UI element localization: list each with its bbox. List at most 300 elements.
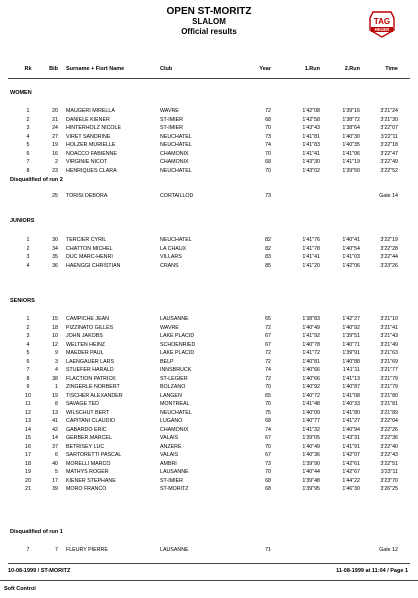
cell-club: AMBRI — [160, 460, 177, 467]
table-row — [0, 141, 418, 149]
cell-run2: 1'41"27 — [342, 418, 360, 424]
cell-year: 72 — [265, 358, 271, 365]
cell-year: 74 — [265, 367, 271, 373]
cell-bib: 2 — [55, 159, 58, 165]
cell-time: 3'22"49 — [380, 159, 398, 165]
cell-rank: 14 — [25, 426, 31, 433]
cell-club: ST-IMIER — [160, 477, 183, 484]
cell-run1: 1'41"76 — [302, 237, 320, 243]
cell-run1: 1'41"83 — [302, 142, 320, 148]
table-row — [0, 417, 418, 425]
cell-run1: 1'41"81 — [302, 133, 320, 140]
cell-name: HAENGGI CHRISTIAN — [66, 262, 121, 269]
cell-bib: 36 — [52, 262, 58, 269]
col-run2: 2.Run — [344, 66, 360, 72]
cell-name: LAENGAUER LARS — [66, 358, 114, 365]
cell-time: 3'21"79 — [380, 384, 398, 390]
cell-bib: 30 — [52, 237, 58, 243]
cell-name: CAMPICHE JEAN — [66, 316, 109, 322]
cell-bib: 21 — [52, 116, 58, 123]
cell-run2: 1'41"19 — [342, 159, 360, 165]
cell-rank: 20 — [25, 477, 31, 484]
cell-bib: 17 — [52, 477, 58, 484]
table-row — [0, 468, 418, 476]
cell-rank: 2 — [26, 116, 30, 123]
cell-club: WAVRE — [160, 324, 179, 331]
cell-name: PIZZINATO GILLES — [66, 324, 114, 331]
cell-club: NEUCHATEL — [160, 167, 192, 174]
cell-time: 3'22"07 — [380, 125, 398, 131]
cell-run1: 1'38"83 — [302, 316, 320, 322]
cell-name: MORELLI MARCO — [66, 460, 111, 467]
cell-club: BOLZANO — [160, 384, 186, 390]
cell-club: CRANS — [160, 262, 179, 269]
cell-rank: 2 — [26, 324, 30, 331]
cell-year: 67 — [265, 333, 271, 339]
cell-run1: 1'40"72 — [302, 392, 320, 399]
cell-bib: 23 — [52, 167, 58, 174]
cell-club: ST-IMIER — [160, 125, 183, 131]
cell-run2: 1'40"41 — [342, 237, 360, 243]
cell-rank: 9 — [26, 384, 30, 390]
cell-bib: 1 — [55, 384, 58, 390]
cell-club: VALAIS — [160, 435, 179, 441]
cell-run1: 1'39"48 — [302, 477, 320, 484]
cell-run1: 1'43"30 — [302, 159, 320, 165]
cell-bib: 3 — [55, 358, 58, 365]
cell-year: 68 — [265, 486, 271, 492]
cell-bib: 19 — [52, 142, 58, 148]
table-row — [0, 358, 418, 366]
cell-run1: 1'42"08 — [302, 108, 320, 114]
cell-time: 3'21"89 — [380, 409, 398, 416]
cell-rank: 15 — [25, 435, 31, 441]
cell-run1: 1'43"02 — [302, 167, 320, 174]
col-bib: Bib — [49, 66, 58, 72]
cell-time: 3'21"24 — [380, 108, 398, 114]
table-row — [0, 150, 418, 158]
cell-run2: 1'40"94 — [342, 426, 360, 433]
table-row — [0, 460, 418, 468]
cell-bib: 4 — [55, 367, 58, 373]
cell-time: 3'22"43 — [380, 452, 398, 458]
cell-club: LAKE PLACID — [160, 333, 195, 339]
cell-run2: 1'40"54 — [342, 245, 360, 252]
table-row — [0, 477, 418, 485]
cell-rank: 4 — [26, 133, 30, 140]
cell-run2: 1'44"22 — [342, 477, 360, 484]
cell-time: 3'22"40 — [380, 443, 398, 450]
cell-run2: 1'42"27 — [342, 316, 360, 322]
table-row — [0, 366, 418, 374]
cell-club: LANGEN — [160, 392, 182, 399]
cell-name: DUC MARC-HENRI — [66, 254, 113, 260]
cell-run2: 1'40"88 — [342, 358, 360, 365]
cell-rank: 5 — [26, 142, 30, 148]
cell-club: WAVRE — [160, 108, 179, 114]
cell-club: VALAIS — [160, 452, 179, 458]
cell-run2: 1'39"51 — [342, 333, 360, 339]
cell-time: 3'21"30 — [380, 116, 398, 123]
col-rk: Rk — [24, 66, 32, 72]
section-title: WOMEN — [10, 90, 32, 96]
report-header — [0, 6, 418, 37]
cell-run2: 1'41"13 — [342, 375, 360, 382]
cell-rank: 3 — [26, 333, 30, 339]
cell-run1: 1'40"92 — [302, 384, 320, 390]
cell-year: 67 — [265, 452, 271, 458]
cell-club: LAKE PLACID — [160, 350, 195, 356]
cell-rank: 7 — [26, 367, 30, 373]
cell-bib: 20 — [52, 108, 58, 114]
cell-name: HINTERHOLZ NICOLE — [66, 125, 122, 131]
cell-bib: 5 — [55, 469, 58, 475]
cell-run1: 1'41"48 — [302, 401, 320, 407]
cell-run1: 1'39"95 — [302, 486, 320, 492]
cell-run2: 1'41"06 — [342, 150, 360, 157]
cell-name: STUEFER HARALD — [66, 367, 114, 373]
cell-time: 3'21"79 — [380, 375, 398, 382]
cell-time: 3'22"18 — [380, 142, 398, 148]
cell-name: WILSCHUT BERT — [66, 409, 110, 416]
cell-time: 3'21"10 — [380, 316, 398, 322]
cell-bib: 10 — [52, 333, 58, 339]
cell-year: 65 — [265, 316, 271, 322]
table-row — [0, 192, 418, 200]
cell-club: ST-MORITZ — [160, 486, 189, 492]
cell-rank: 8 — [26, 167, 30, 174]
cell-year: 68 — [265, 116, 271, 123]
table-row — [0, 315, 418, 323]
cell-run1: 1'43"43 — [302, 125, 320, 131]
cell-run2: 1'40"92 — [342, 324, 360, 331]
cell-club: ST-IMIER — [160, 116, 183, 123]
software-rule — [0, 580, 418, 581]
cell-bib: 19 — [52, 392, 58, 399]
cell-club: INNSBRUCK — [160, 367, 192, 373]
cell-run1: 1'40"36 — [302, 452, 320, 458]
discipline-title: SLALOM — [192, 17, 226, 26]
cell-run2: 1'40"87 — [342, 384, 360, 390]
cell-year: 72 — [265, 350, 271, 356]
cell-run1: 1'40"81 — [302, 358, 320, 365]
cell-year: 67 — [265, 435, 271, 441]
header-rule — [8, 78, 410, 79]
cell-name: VIRGINIE NICOT — [66, 159, 108, 165]
cell-club: VILLARS — [160, 254, 182, 260]
cell-time: 3'22"44 — [380, 254, 398, 260]
table-row — [0, 400, 418, 408]
cell-bib: 6 — [55, 452, 58, 458]
cell-run2: 1'40"30 — [342, 133, 360, 140]
section-title: Disqualified of run 1 — [10, 529, 63, 535]
cell-rank: 19 — [25, 469, 31, 475]
cell-club: LAUSANNE — [160, 469, 189, 475]
cell-bib: 8 — [55, 401, 58, 407]
cell-name: DANIELE KIENER — [66, 116, 110, 123]
table-row — [0, 546, 418, 554]
cell-club: NEUCHATEL — [160, 409, 192, 416]
cell-run2: 1'41"11 — [342, 367, 360, 373]
cell-time: 3'21"49 — [380, 341, 398, 348]
cell-year: 68 — [265, 418, 271, 424]
cell-year: 72 — [265, 324, 271, 331]
cell-year: 70 — [265, 150, 271, 157]
cell-year: 85 — [265, 262, 271, 269]
cell-run1: 1'40"77 — [302, 418, 320, 424]
cell-club: NEUCHATEL — [160, 142, 192, 148]
results-caption: Official results — [181, 27, 237, 36]
cell-year: 65 — [265, 392, 271, 399]
cell-time: 3'22"11 — [380, 133, 398, 140]
cell-name: HOLZER MURIELLE — [66, 142, 116, 148]
cell-run2: 1'46"30 — [342, 486, 360, 492]
cell-run2: 1'40"35 — [342, 142, 360, 148]
cell-year: 72 — [265, 108, 271, 114]
cell-rank: 16 — [25, 443, 31, 450]
cell-bib: 18 — [52, 324, 58, 331]
cell-run1: 1'40"78 — [302, 341, 320, 348]
cell-year: 70 — [265, 443, 271, 450]
cell-bib: 39 — [52, 486, 58, 492]
cell-time: 3'22"26 — [380, 426, 398, 433]
cell-run2: 1'39"91 — [342, 350, 360, 356]
table-row — [0, 451, 418, 459]
cell-time: 3'21"63 — [380, 350, 398, 356]
cell-bib: 38 — [52, 375, 58, 382]
cell-rank: 8 — [26, 375, 30, 382]
cell-run2: 1'41"03 — [342, 254, 360, 260]
cell-club: NEUCHATEL — [160, 237, 192, 243]
cell-run2: 1'43"31 — [342, 435, 360, 441]
table-row — [0, 158, 418, 166]
cell-rank: 5 — [26, 350, 30, 356]
table-row — [0, 167, 418, 175]
table-row — [0, 392, 418, 400]
cell-run2: 1'41"80 — [342, 409, 360, 416]
cell-bib: 14 — [52, 435, 58, 441]
table-row — [0, 236, 418, 244]
cell-rank: 7 — [26, 547, 30, 553]
cell-run2: 1'40"71 — [342, 341, 360, 348]
software-credit: Soft Control — [4, 586, 36, 592]
cell-run2: 1'41"91 — [342, 443, 360, 450]
table-row — [0, 116, 418, 124]
cell-club: NEUCHATEL — [160, 133, 192, 140]
cell-time: 3'23"70 — [380, 477, 398, 484]
cell-rank: 4 — [26, 341, 30, 348]
cell-rank: 6 — [26, 358, 30, 365]
cell-time: 3'26"25 — [380, 486, 398, 492]
cell-bib: 27 — [52, 133, 58, 140]
col-year: Year — [259, 66, 271, 72]
cell-name: NOACCO FABIENNE — [66, 150, 117, 157]
cell-bib: 15 — [52, 316, 58, 322]
cell-year: 74 — [265, 142, 271, 148]
cell-club: CHAMONIX — [160, 150, 189, 157]
cell-time: 3'21"69 — [380, 358, 398, 365]
logo-text-bottom: HEUER — [374, 27, 390, 32]
cell-run2: 1'39"50 — [342, 167, 360, 174]
cell-year: 68 — [265, 477, 271, 484]
table-row — [0, 349, 418, 357]
cell-time: 3'22"52 — [380, 167, 398, 174]
col-name: Surname + Fisrt Name — [66, 66, 125, 72]
cell-bib: 24 — [52, 125, 58, 131]
cell-club: CHAMONIX — [160, 426, 189, 433]
table-row — [0, 426, 418, 434]
table-row — [0, 245, 418, 253]
cell-year: 82 — [265, 245, 271, 252]
cell-run2: 1'42"61 — [342, 460, 360, 467]
cell-run1: 1'41"32 — [302, 426, 320, 433]
col-club: Club — [160, 66, 173, 72]
cell-bib: 12 — [52, 341, 58, 348]
cell-name: WELTEN HEINZ — [66, 341, 106, 348]
cell-name: CAPITANI CLAUDIO — [66, 418, 116, 424]
cell-run1: 1'40"44 — [302, 469, 320, 475]
cell-club: LUGANO — [160, 418, 183, 424]
cell-name: SAVAGE TED — [66, 401, 99, 407]
cell-run1: 1'41"78 — [302, 245, 320, 252]
table-row — [0, 341, 418, 349]
cell-year: 73 — [265, 193, 271, 199]
cell-time: 3'21"81 — [380, 401, 398, 407]
cell-name: SARTORETTI PASCAL — [66, 452, 122, 458]
table-row — [0, 332, 418, 340]
cell-year: 67 — [265, 341, 271, 348]
cell-run2: 1'38"64 — [342, 125, 360, 131]
section-title: Disqualified of run 2 — [10, 177, 63, 183]
cell-name: MORO FRANCO — [66, 486, 107, 492]
cell-time: 3'23"11 — [380, 469, 398, 475]
cell-rank: 3 — [26, 125, 30, 131]
cell-name: MATHYS ROGER — [66, 469, 109, 475]
cell-year: 70 — [265, 125, 271, 131]
cell-time: 3'21"43 — [380, 333, 398, 339]
cell-rank: 10 — [25, 392, 31, 399]
cell-time: 3'21"80 — [380, 392, 398, 399]
table-row — [0, 253, 418, 261]
cell-name: BETRISEY LUC — [66, 443, 105, 450]
table-row — [0, 443, 418, 451]
cell-rank: 21 — [25, 486, 31, 492]
logo-text-top: TAG — [373, 17, 391, 26]
cell-run2: 1'39"16 — [342, 108, 360, 114]
cell-year: 68 — [265, 159, 271, 165]
cell-run1: 1'40"09 — [302, 409, 320, 416]
cell-name: GABARDO ERIC — [66, 426, 107, 433]
cell-name: GERBER MARCEL — [66, 435, 112, 441]
cell-run1: 1'40"66 — [302, 375, 320, 382]
cell-time: 3'22"36 — [380, 435, 398, 441]
table-row — [0, 375, 418, 383]
cell-club: LAUSANNE — [160, 547, 189, 553]
cell-bib: 40 — [52, 460, 58, 467]
cell-rank: 4 — [26, 262, 30, 269]
cell-bib: 13 — [52, 409, 58, 416]
cell-run1: 1'41"20 — [302, 262, 320, 269]
cell-rank: 13 — [25, 418, 31, 424]
cell-name: MAUGERI MIRELLA — [66, 108, 115, 114]
cell-bib: 25 — [52, 193, 58, 199]
cell-year: 73 — [265, 460, 271, 467]
cell-year: 75 — [265, 409, 271, 416]
footer-print-info: 11-08-1999 at 11:04 / Page 1 — [336, 568, 408, 574]
cell-year: 70 — [265, 469, 271, 475]
table-row — [0, 262, 418, 270]
cell-name: TISCHER ALEXANDER — [66, 392, 123, 399]
cell-year: 73 — [265, 133, 271, 140]
cell-run2: 1'40"33 — [342, 401, 360, 407]
table-row — [0, 124, 418, 132]
cell-year: 82 — [265, 237, 271, 243]
cell-run1: 1'40"49 — [302, 443, 320, 450]
cell-run1: 1'41"41 — [302, 150, 320, 157]
cell-club: CHAMONIX — [160, 159, 189, 165]
cell-run1: 1'39"05 — [302, 435, 320, 441]
cell-time: 3'22"19 — [380, 237, 398, 243]
cell-run1: 1'39"90 — [302, 460, 320, 467]
tag-heuer-logo — [368, 10, 396, 38]
cell-bib: 37 — [52, 443, 58, 450]
cell-run1: 1'41"41 — [302, 254, 320, 260]
cell-run1: 1'40"66 — [302, 367, 320, 373]
cell-year: 74 — [265, 426, 271, 433]
table-row — [0, 409, 418, 417]
event-title: OPEN ST-MORITZ — [166, 6, 252, 17]
cell-name: HENRIQUES CLARA — [66, 167, 117, 174]
cell-rank: 11 — [25, 401, 31, 407]
section-title: JUNIORS — [10, 218, 35, 224]
cell-name: KIENER STEPHANE — [66, 477, 116, 484]
cell-rank: 7 — [26, 159, 30, 165]
cell-rank: 12 — [25, 409, 31, 416]
col-run1: 1.Run — [304, 66, 320, 72]
cell-run1: 1'40"49 — [302, 324, 320, 331]
cell-name: TERCIER CYRIL — [66, 237, 107, 243]
cell-time: 3'21"77 — [380, 367, 398, 373]
cell-name: FLACTION PATRICK — [66, 375, 116, 382]
cell-name: JOHN JAKOBS — [66, 333, 103, 339]
cell-bib: 35 — [52, 254, 58, 260]
cell-run1: 1'41"92 — [302, 333, 320, 339]
cell-year: 71 — [265, 547, 271, 553]
cell-bib: 34 — [52, 245, 58, 252]
table-row — [0, 383, 418, 391]
cell-club: SCHOENRIED — [160, 341, 196, 348]
cell-rank: 6 — [26, 150, 30, 157]
cell-run1: 1'41"72 — [302, 350, 320, 356]
section-title: SENIORS — [10, 298, 35, 304]
cell-bib: 9 — [55, 350, 58, 356]
cell-club: ANZERE — [160, 443, 182, 450]
cell-time: Gate 12 — [379, 547, 398, 553]
footer-date-place: 10-08-1999 / ST-MORITZ — [8, 568, 71, 574]
cell-run2: 1'42"07 — [342, 452, 360, 458]
cell-name: CHATTON MICHEL — [66, 245, 113, 252]
cell-name: VIRET SANDRINE — [66, 133, 111, 140]
cell-rank: 1 — [26, 237, 30, 243]
cell-bib: 41 — [52, 418, 58, 424]
table-row — [0, 434, 418, 442]
col-time: Time — [385, 66, 398, 72]
cell-rank: 18 — [25, 460, 31, 467]
cell-run1: 1'42"58 — [302, 116, 320, 123]
cell-rank: 17 — [25, 452, 31, 458]
cell-time: 3'22"28 — [380, 245, 398, 252]
cell-club: ST-LEGIER — [160, 375, 188, 382]
